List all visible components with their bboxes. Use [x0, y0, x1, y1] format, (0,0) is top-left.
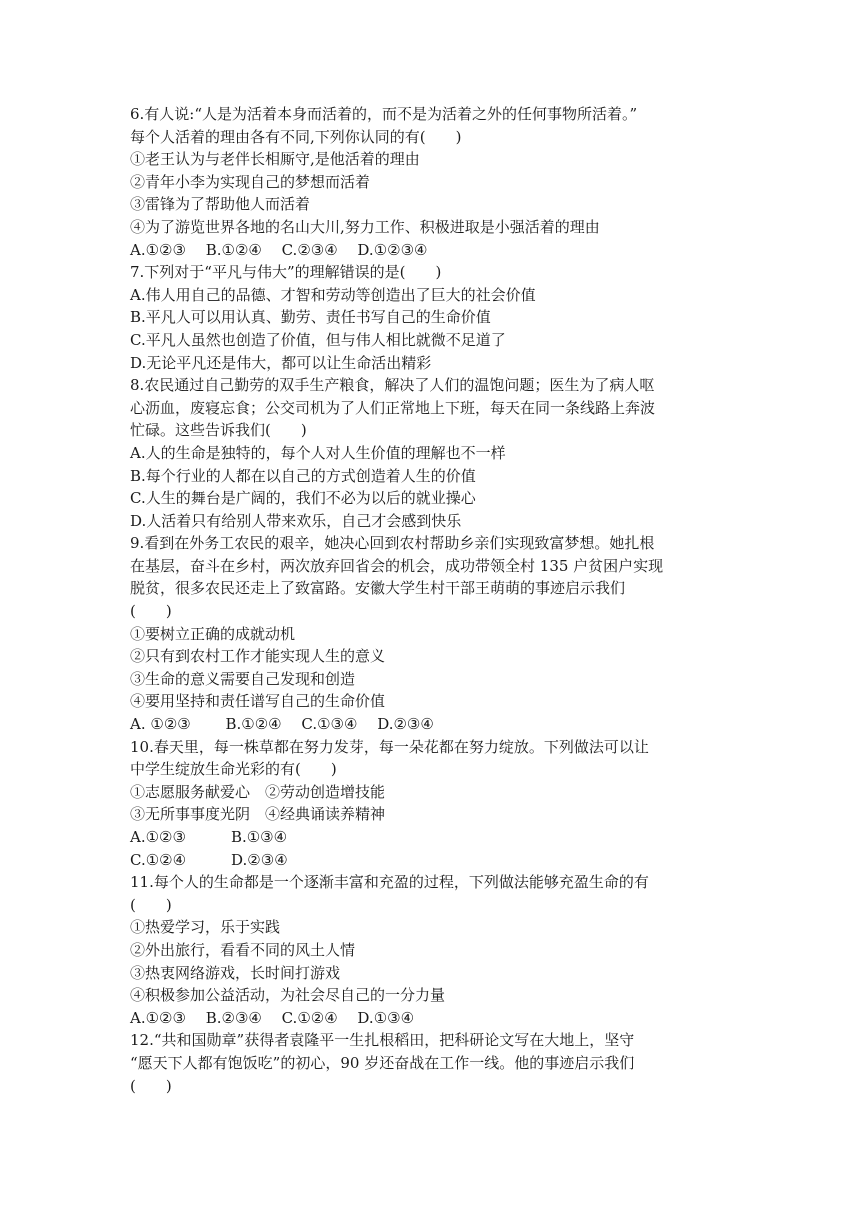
- option-line: ④为了游览世界各地的名山大川,努力工作、积极进取是小强活着的理由: [130, 217, 600, 236]
- question-stem-line: 每个人活着的理由各有不同,下列你认同的有( ): [130, 127, 462, 146]
- question-stem-line: 脱贫，很多农民还走上了致富路。安徽大学生村干部王萌萌的事迹启示我们: [130, 579, 626, 598]
- option-line: A.人的生命是独特的，每个人对人生价值的理解也不一样: [130, 443, 506, 462]
- question-stem-line: 7.下列对于“平凡与伟大”的理解错误的是( ): [130, 263, 442, 282]
- answer-choices: C.①②④ D.②③④: [130, 850, 288, 869]
- exam-page: [130, 103, 740, 1097]
- question-stem-line: 12.“共和国勋章”获得者袁隆平一生扎根稻田，把科研论文写在大地上，坚守: [130, 1031, 635, 1050]
- option-line: ③生命的意义需要自己发现和创造: [130, 669, 356, 688]
- answer-choices: A.①②③ B.①②④ C.②③④ D.①②③④: [130, 240, 428, 259]
- question-stem-line: 10.春天里，每一株草都在努力发芽，每一朵花都在努力绽放。下列做法可以让: [130, 737, 649, 756]
- option-line: ③雷锋为了帮助他人而活着: [130, 195, 311, 214]
- question-12: [130, 1029, 740, 1097]
- answer-choices: A. ①②③ B.①②④ C.①③④ D.②③④: [130, 715, 434, 734]
- option-line: D.无论平凡还是伟大，都可以让生命活出精彩: [130, 353, 432, 372]
- question-11: [130, 871, 740, 1029]
- option-line: B.平凡人可以用认真、勤劳、责任书写自己的生命价值: [130, 308, 491, 327]
- question-stem-line: ( ): [130, 1076, 172, 1095]
- option-line: ②外出旅行，看看不同的风土人情: [130, 940, 356, 959]
- option-line: ④积极参加公益活动，为社会尽自己的一分力量: [130, 986, 446, 1005]
- question-stem-line: 11.每个人的生命都是一个逐渐丰富和充盈的过程，下列做法能够充盈生命的有: [130, 873, 649, 892]
- question-stem-line: ( ): [130, 602, 172, 621]
- option-line: ③无所事事度光阴 ④经典诵读养精神: [130, 805, 386, 824]
- question-stem-line: 9.看到在外务工农民的艰辛，她决心回到农村帮助乡亲们实现致富梦想。她扎根: [130, 534, 655, 553]
- option-line: ③热衷网络游戏，长时间打游戏: [130, 963, 341, 982]
- option-line: C.平凡人虽然也创造了价值，但与伟人相比就微不足道了: [130, 330, 506, 349]
- option-line: ②只有到农村工作才能实现人生的意义: [130, 647, 386, 666]
- question-9: [130, 532, 740, 735]
- option-line: ①老王认为与老伴长相厮守,是他活着的理由: [130, 150, 420, 169]
- answer-choices: A.①②③ B.①③④: [130, 828, 288, 846]
- question-stem-line: 在基层，奋斗在乡村，两次放弃回省会的机会，成功带领全村 135 户贫困户实现: [130, 556, 664, 575]
- option-line: ①要树立正确的成就动机: [130, 624, 296, 643]
- question-stem-line: 心沥血，废寝忘食；公交司机为了人们正常地上下班，每天在同一条线路上奔波: [130, 398, 656, 417]
- option-line: ②青年小李为实现自己的梦想而活着: [130, 172, 371, 191]
- question-7: [130, 261, 740, 374]
- option-line: ④要用坚持和责任谱写自己的生命价值: [130, 692, 386, 711]
- answer-choices: A.①②③ B.②③④ C.①②④ D.①③④: [130, 1008, 415, 1027]
- question-8: [130, 374, 740, 532]
- option-line: D.人活着只有给别人带来欢乐，自己才会感到快乐: [130, 511, 462, 530]
- option-line: ①志愿服务献爱心 ②劳动创造增技能: [130, 782, 386, 801]
- question-6: [130, 103, 740, 261]
- option-line: B.每个行业的人都在以自己的方式创造着人生的价值: [130, 466, 476, 485]
- question-stem-line: 忙碌。这些告诉我们( ): [130, 421, 307, 440]
- question-stem-line: ( ): [130, 895, 172, 914]
- option-line: C.人生的舞台是广阔的，我们不必为以后的就业操心: [130, 489, 476, 508]
- question-stem-line: 8.农民通过自己勤劳的双手生产粮食，解决了人们的温饱问题；医生为了病人呕: [130, 376, 655, 395]
- question-stem-line: 6.有人说:“人是为活着本身而活着的，而不是为活着之外的任何事物所活着。”: [130, 105, 638, 123]
- option-line: A.伟人用自己的品德、才智和劳动等创造出了巨大的社会价值: [130, 285, 536, 304]
- question-10: [130, 736, 740, 872]
- option-line: ①热爱学习，乐于实践: [130, 918, 281, 937]
- question-stem-line: 中学生绽放生命光彩的有( ): [130, 760, 337, 779]
- question-stem-line: “愿天下人都有饱饭吃”的初心，90 岁还奋战在工作一线。他的事迹启示我们: [130, 1053, 635, 1072]
